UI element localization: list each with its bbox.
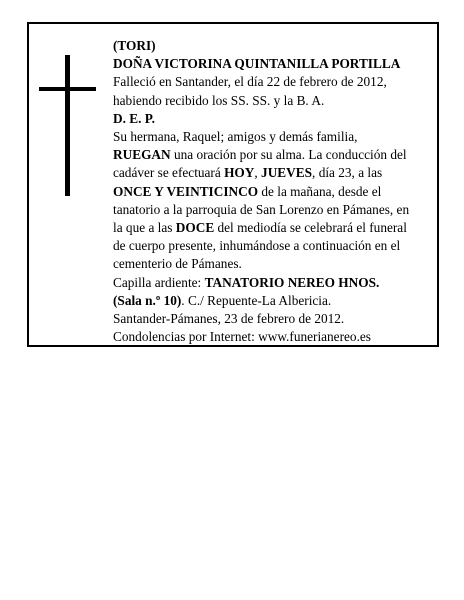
text-segment: la que a las [113,220,176,236]
text-segment: cadáver se efectuará [113,165,225,181]
line-place-date [113,310,433,328]
text-segment: Santander-Pámanes, 23 de febrero de 2012. [113,311,345,327]
text-segment: , día 23, a las [312,165,383,181]
text-segment: Falleció en Santander, el día 22 de febrero de 2012, [113,74,387,90]
text-segment: de la mañana, desde el [258,183,382,199]
line-cemetery [113,255,433,273]
text-segment: (Sala n.º 10) [113,292,182,308]
text-segment: . C./ Repuente-La Albericia. [181,292,332,308]
text-segment: DOCE [175,220,215,236]
line-sacraments [113,92,433,110]
text-segment: Su hermana, Raquel; amigos y demás familia, [113,129,358,145]
line-burial [113,237,433,255]
text-segment: HOY [224,165,255,181]
line-death-date [113,73,433,91]
text-segment: de cuerpo presente, inhumándose a continuación en el [113,238,401,254]
line-procession-time [113,183,433,201]
text-segment: , [254,165,262,181]
obituary-text [113,37,433,346]
line-prayer-request [113,146,433,164]
line-chapel-address [113,292,433,310]
text-segment: TANATORIO NEREO HNOS. [204,274,380,290]
text-segment: del mediodía se celebrará el funeral [214,220,407,236]
text-segment: (TORI) [113,38,156,53]
line-condolences [113,328,433,346]
text-segment: ONCE Y VEINTICINCO [113,183,259,199]
line-chapel [113,274,433,292]
text-segment: DOÑA VICTORINA QUINTANILLA PORTILLA [113,56,401,72]
line-funeral-time [113,219,433,237]
text-segment: Condolencias por Internet: www.funerianereo.es [113,329,371,345]
text-segment: D. E. P. [113,110,155,126]
text-segment: habiendo recibido los SS. SS. y la B. A. [113,92,325,108]
text-segment: JUEVES [261,165,313,181]
line-rip [113,110,433,128]
text-segment: cementerio de Pámanes. [113,256,242,272]
cross-icon-bar [39,87,96,91]
text-segment: Capilla ardiente: [113,274,205,290]
line-alias [113,37,433,55]
text-segment: tanatorio a la parroquia de San Lorenzo en Pámanes, en [113,201,410,217]
line-parish [113,201,433,219]
text-segment: RUEGAN [113,147,171,163]
text-segment: una oración por su alma. La conducción del [170,147,407,163]
line-deceased-name [113,55,433,73]
line-procession-day [113,164,433,182]
line-family [113,128,433,146]
cross-icon [65,55,70,196]
